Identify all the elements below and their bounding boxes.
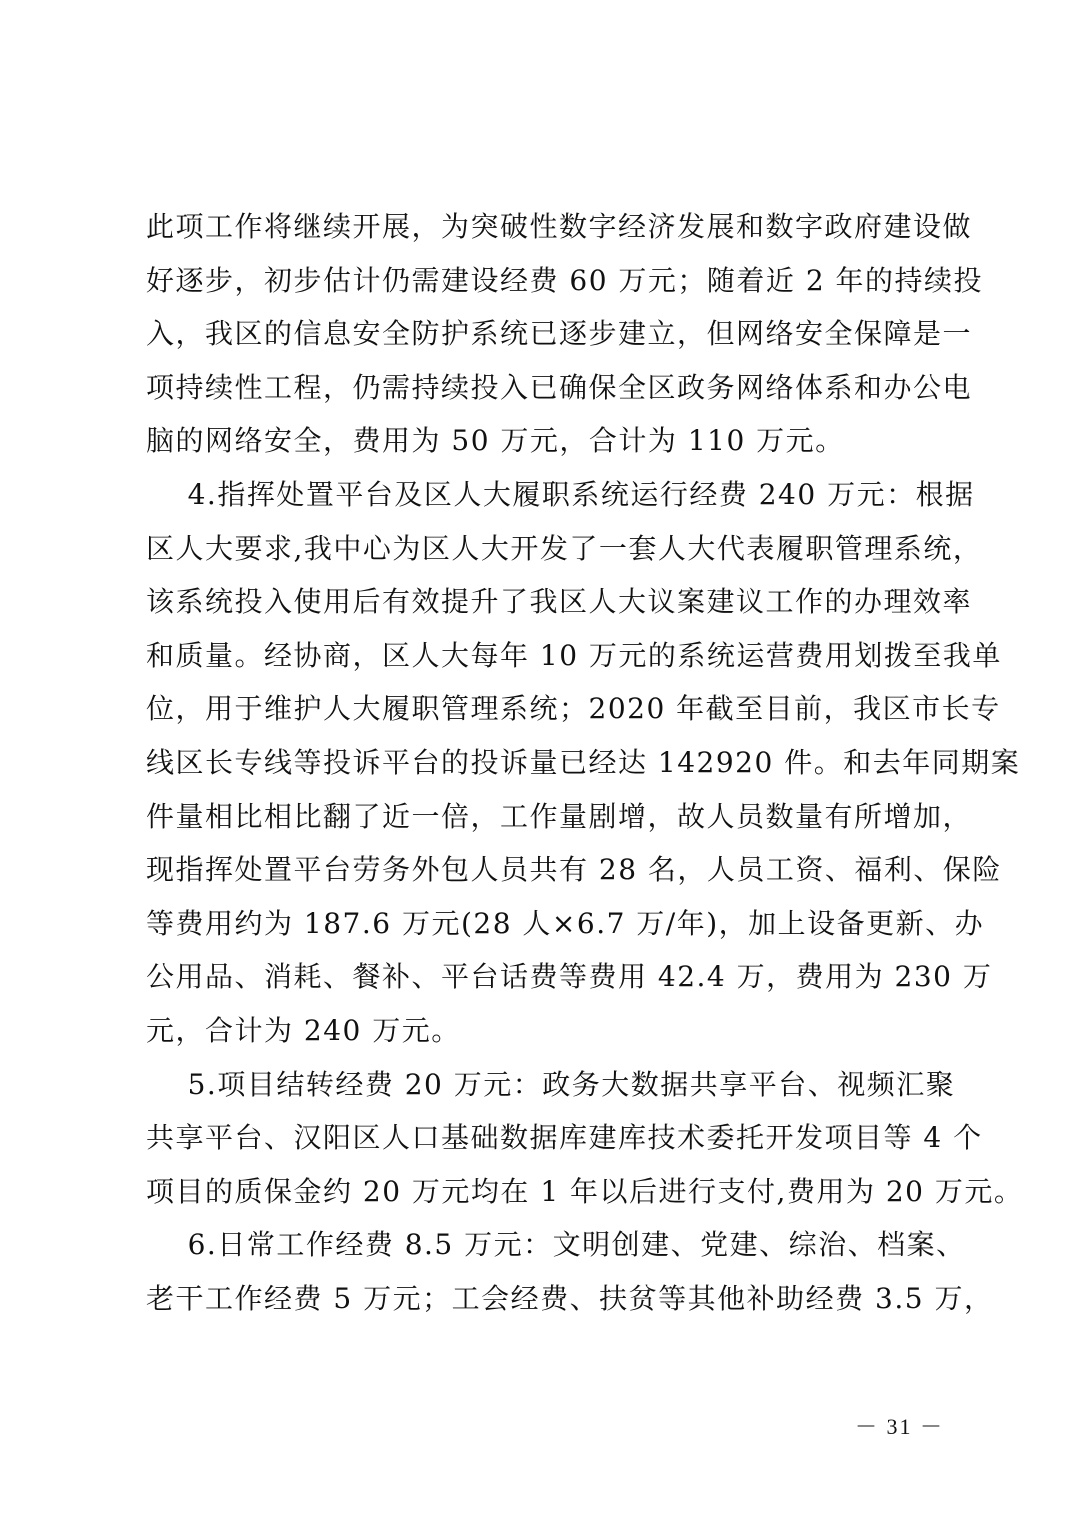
text-line: 入，我区的信息安全防护系统已逐步建立，但网络安全保障是一 <box>146 317 973 351</box>
text-line: 线区长专线等投诉平台的投诉量已经达 142920 件。和去年同期案 <box>146 745 1021 779</box>
text-line: 项持续性工程，仍需持续投入已确保全区政务网络体系和办公电 <box>146 370 973 404</box>
text-line: 脑的网络安全，费用为 50 万元，合计为 110 万元。 <box>146 424 845 458</box>
body-text <box>146 200 1024 1325</box>
text-line: 好逐步，初步估计仍需建设经费 60 万元；随着近 2 年的持续投 <box>146 263 984 297</box>
text-line: 项目的质保金约 20 万元均在 1 年以后进行支付,费用为 20 万元。 <box>146 1174 1024 1208</box>
text-line: 该系统投入使用后有效提升了我区人大议案建议工作的办理效率 <box>146 585 973 619</box>
page-number: － 31 － <box>854 1414 944 1439</box>
text-line: 6.日常工作经费 8.5 万元：文明创建、党建、综治、档案、 <box>146 1228 966 1262</box>
text-line: 等费用约为 187.6 万元(28 人×6.7 万/年)，加上设备更新、办 <box>146 906 985 940</box>
text-line: 位，用于维护人大履职管理系统；2020 年截至目前，我区市长专 <box>146 692 1001 726</box>
text-line: 5.项目结转经费 20 万元：政务大数据共享平台、视频汇聚 <box>146 1067 956 1101</box>
text-line: 区人大要求,我中心为区人大开发了一套人大代表履职管理系统， <box>146 531 983 565</box>
text-line: 现指挥处置平台劳务外包人员共有 28 名，人员工资、福利、保险 <box>146 853 1002 887</box>
text-line: 和质量。经协商，区人大每年 10 万元的系统运营费用划拨至我单 <box>146 638 1002 672</box>
text-line: 公用品、消耗、餐补、平台话费等费用 42.4 万，费用为 230 万 <box>146 960 993 994</box>
text-line: 共享平台、汉阳区人口基础数据库建库技术委托开发项目等 4 个 <box>146 1121 983 1155</box>
text-line: 元，合计为 240 万元。 <box>146 1013 461 1047</box>
text-line: 老干工作经费 5 万元；工会经费、扶贫等其他补助经费 3.5 万， <box>146 1281 994 1315</box>
text-line: 件量相比相比翻了近一倍，工作量剧增，故人员数量有所增加， <box>146 799 973 833</box>
text-line: 此项工作将继续开展，为突破性数字经济发展和数字政府建设做 <box>146 210 973 243</box>
text-line: 4.指挥处置平台及区人大履职系统运行经费 240 万元：根据 <box>146 477 975 511</box>
